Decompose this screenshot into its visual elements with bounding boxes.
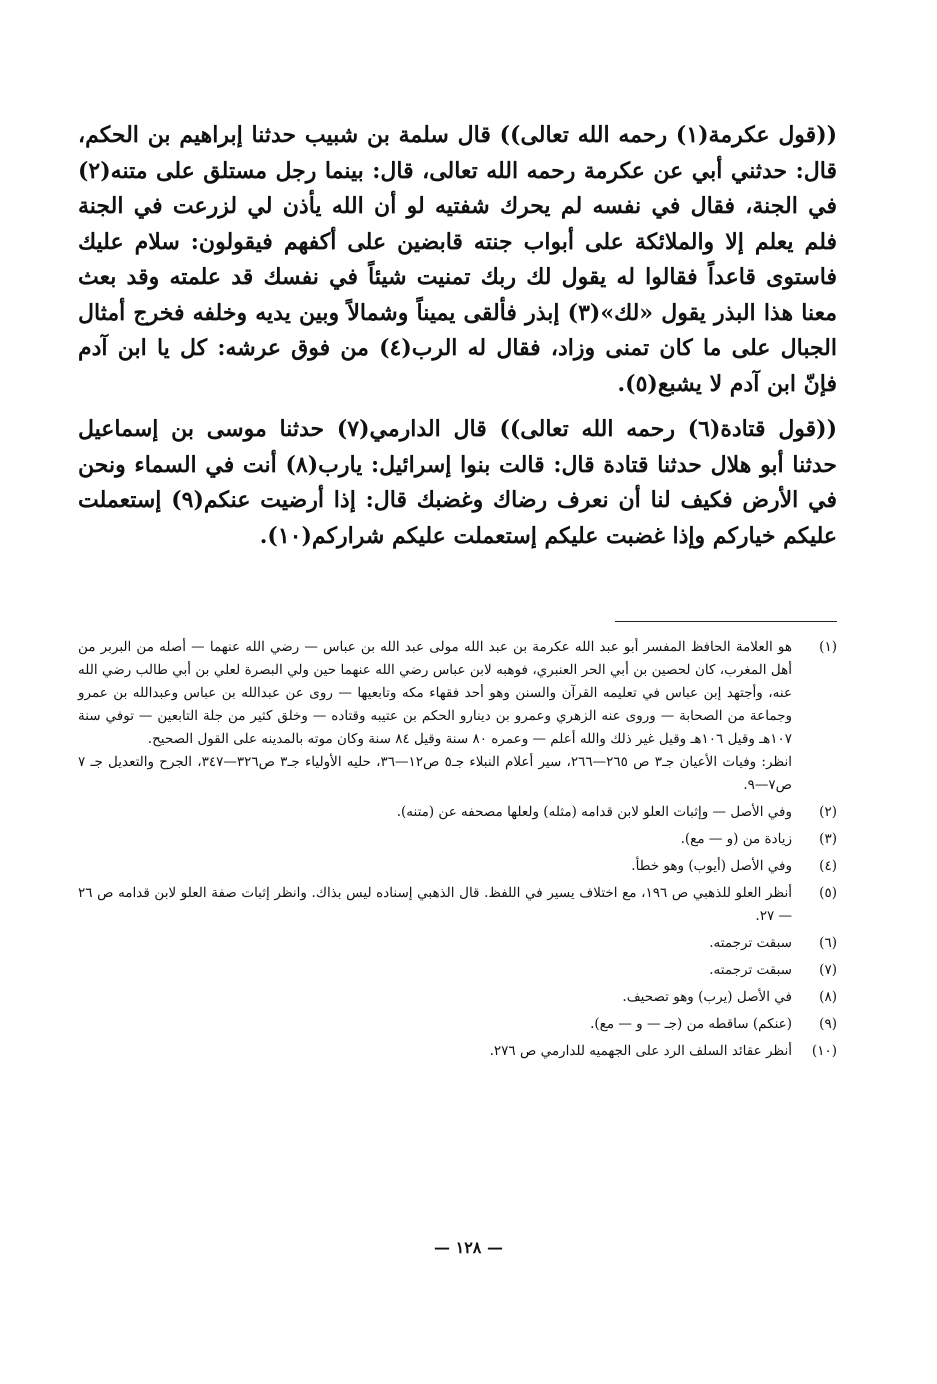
footnote-number: (٨) [819,989,837,1005]
footnote-10 [78,1040,837,1063]
footnote-8 [78,986,837,1009]
footnote-5 [78,882,837,928]
footnote-2 [78,801,837,824]
footnote-text: (عنكم) ساقطه من (جـ — و — مع). [590,1016,792,1032]
footnote-9 [78,1013,837,1036]
footnote-number: (٧) [819,962,837,978]
footnote-number: (١) [819,639,837,655]
footnote-text: أنظر عقائد السلف الرد على الجهميه للدارمي ص ٢٧٦. [489,1043,792,1059]
footnote-1 [78,636,837,797]
footnote-text: وفي الأصل — وإثبات العلو لابن قدامه (مثله) ولعلها مصحفه عن (متنه). [396,804,792,820]
footnote-text: هو العلامة الحافظ المفسر أبو عبد الله عكرمة بن عبد الله مولى عبد الله بن عباس — رضي الله عنهما — أصله من البربر من أهل المغرب، كان لحصين بن أبي الحر العنبري، فوهبه لابن عباس رضي الله عنهما حين ولي البصرة لعلي بن أبي طالب رضي الله عنه، وأجتهد إبن عباس في تعليمه القرآن والسنن وهو أحد فقهاء مكه وتابعيها — روى عن عبدالله بن عباس وعبدالله بن عمرو وجماعة من الصحابة — وروى عنه الزهري وعمرو بن دينارو الحكم بن عتيبه وقتاده — وخلق كثير من جلة التابعين — توفي سنة ١٠٧هـ وقيل ١٠٦هـ وقيل غير ذلك والله أعلم — وعمره ٨٠ سنة وقيل ٨٤ سنة وكان موته بالمدينه على القول الصحيح. [78,639,792,747]
footnote-number: (٣) [819,831,837,847]
footnote-number: (٦) [819,935,837,951]
footnote-number: (٢) [819,804,837,820]
footnote-text: سبقت ترجمته. [709,962,792,978]
footnote-4 [78,855,837,878]
footnote-text: سبقت ترجمته. [709,935,792,951]
footnote-6 [78,932,837,955]
footnote-text: وفي الأصل (أيوب) وهو خطأ. [631,858,792,874]
paragraph-ikrima: ((قول عكرمة(١) رحمه الله تعالى)) قال سلمة بن شبيب حدثنا إبراهيم بن الحكم، قال: حدثني أبي عن عكرمة رحمه الله تعالى، قال: بينما رجل مستلق على متنه(٢) في الجنة، فقال في نفسه لم يحرك شفتيه لو أن الله يأذن لي لزرعت في الجنة فلم يعلم إلا والملائكة على أبواب جنته قابضين على أكفهم فيقولون: سلام عليك فاستوى قاعداً فقالوا له يقول لك ربك تمنيت شيئاً في نفسك قد علمته وقد بعث معنا هذا البذر يقول «لك»(٣) إبذر فألقى يميناً وشمالاً وبين يديه وخلفه فخرج أمثال الجبال على ما كان تمنى وزاد، فقال له الرب(٤) من فوق عرشه: كل يا ابن آدم فإنّ ابن آدم لا يشبع(٥). [78,122,838,397]
footnote-text: زيادة من (و — مع). [680,831,792,847]
footnote-text: في الأصل (يرب) وهو تصحيف. [622,989,792,1005]
footnote-text: أنظر العلو للذهبي ص ١٩٦، مع اختلاف يسير في اللفظ. قال الذهبي إسناده ليس بذاك. وانظر إثبات صفة العلو لابن قدامه ص ٢٦ — ٢٧. [78,885,793,924]
footnote-number: (١٠) [811,1043,837,1059]
footnote-separator [615,621,837,622]
footnote-7 [78,959,837,982]
footnote-3 [78,828,837,851]
footnote-text-references: انظر: وفيات الأعيان جـ٣ ص ٢٦٥—٢٦٦، سير أعلام النبلاء جـ٥ ص١٢—٣٦، حليه الأولياء جـ٣ ص٣٢٦—٣٤٧، الجرح والتعديل جـ ٧ ص٧—٩. [78,754,792,793]
main-text [78,118,837,564]
footnote-number: (٩) [819,1016,837,1032]
page-number: — ١٢٨ — [434,1238,503,1257]
footnotes [78,636,837,1067]
paragraph-qatada: ((قول قتادة(٦) رحمه الله تعالى)) قال الدارمي(٧) حدثنا موسى بن إسماعيل حدثنا أبو هلال حدثنا قتادة قال: قالت بنوا إسرائيل: يارب(٨) أنت في السماء ونحن في الأرض فكيف لنا أن نعرف رضاك وغضبك قال: إذا أرضيت عنكم(٩) إستعملت عليكم خياركم وإذا غضبت عليكم إستعملت عليكم شراركم(١٠). [78,416,838,549]
footnote-number: (٤) [819,858,837,874]
footnote-number: (٥) [819,885,837,901]
